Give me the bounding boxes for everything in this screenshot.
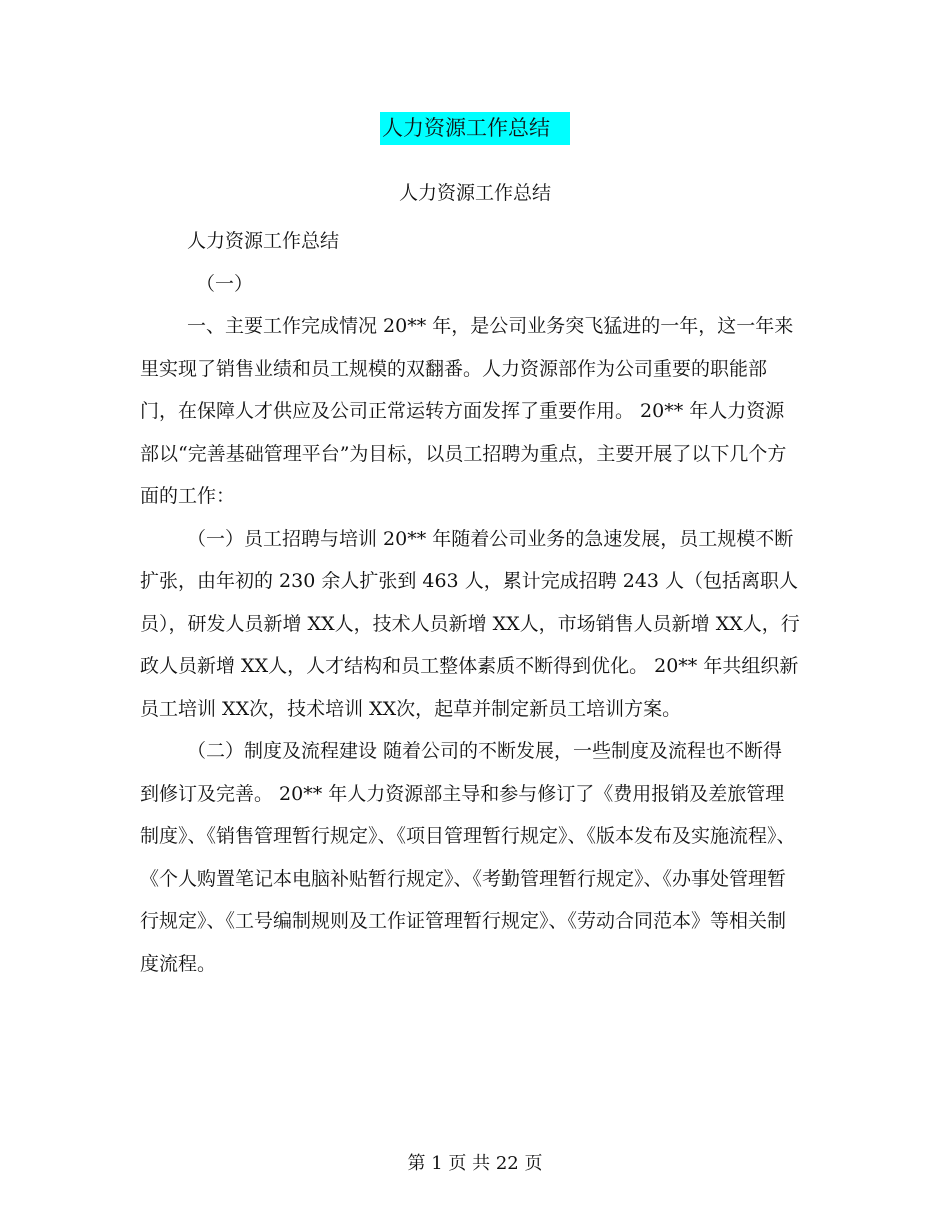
document-subtitle: 人力资源工作总结 (398, 182, 551, 204)
section-marker: （一） (196, 272, 254, 295)
paragraph-main-work: 一、主要工作完成情况 20** 年，是公司业务突飞猛进的一年，这一年来里实现了销售业绩和员工规模的双翻番。人力资源部作为公司重要的职能部门，在保障人才供应及公司正常运转方面发挥了重要作用。 20** 年人力资源部以“完善基础管理平台”为目标，以员工招聘为重点，主要开展了以下几个方面的工作： (140, 315, 794, 507)
title-container (0, 112, 950, 145)
section-heading: 人力资源工作总结 (187, 230, 340, 252)
page-number-footer: 第 1 页 共 22 页 (407, 1153, 543, 1174)
paragraph-recruitment: （一）员工招聘与培训 20** 年随着公司业务的急速发展，员工规模不断扩张，由年初的 230 余人扩张到 463 人，累计完成招聘 243 人（包括离职人员），研发人员新增 XX人，技术人员新增 XX人，市场销售人员新增 XX人，行政人员新增 XX人，人才结构和员工整体素质不断得到优化。 20** 年共组织新员工培训 XX次，技术培训 XX次，起草并制定新员工培训方案。 (140, 527, 800, 720)
document-body (140, 220, 800, 985)
paragraph-policies: （二）制度及流程建设 随着公司的不断发展，一些制度及流程也不断得到修订及完善。 20** 年人力资源部主导和参与修订了《费用报销及差旅管理制度》、《销售管理暂行规定》、《项目管理暂行规定》、《版本发布及实施流程》、《个人购置笔记本电脑补贴暂行规定》、《考勤管理暂行规定》、《办事处管理暂行规定》、《工号编制规则及工作证管理暂行规定》、《劳动合同范本》等相关制度流程。 (140, 740, 796, 975)
document-title: 人力资源工作总结 (380, 112, 570, 145)
